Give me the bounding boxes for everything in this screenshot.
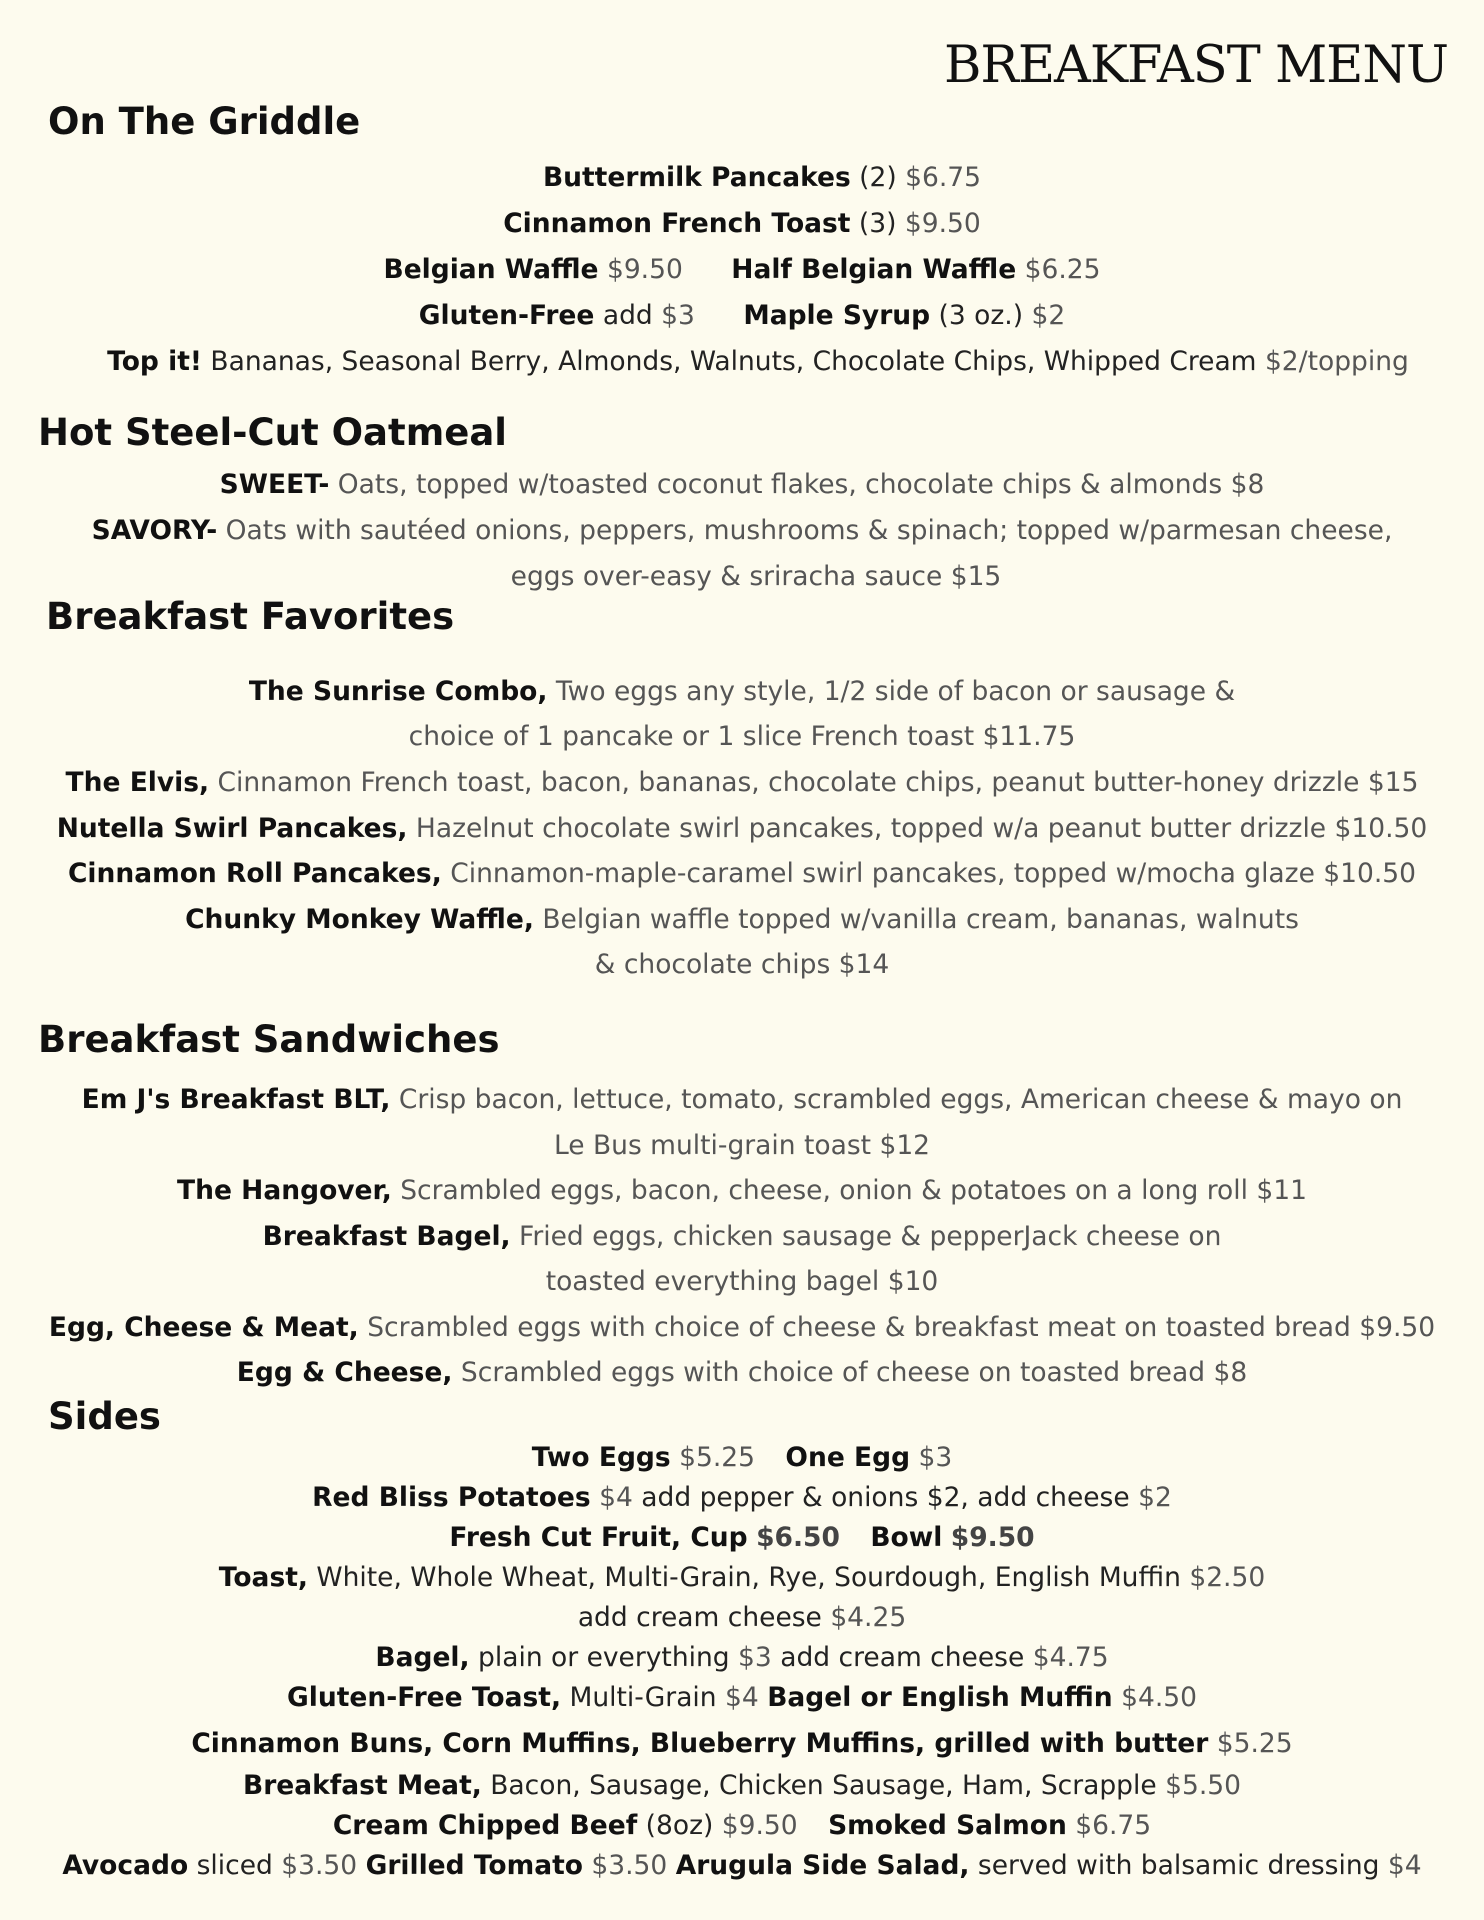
- item-name: Grilled Tomato: [365, 1850, 583, 1881]
- item-price: $4: [1387, 1850, 1422, 1881]
- item-price: $2: [1031, 300, 1066, 331]
- menu-line: [0, 1729, 1484, 1759]
- item-price: $9.50: [904, 208, 981, 239]
- item-desc: Oats with sautéed onions, peppers, mushrooms & spinach; topped w/parmesan cheese,: [225, 515, 1393, 546]
- item-name: The Hangover,: [177, 1175, 392, 1206]
- item-name: Red Bliss Potatoes: [312, 1482, 591, 1513]
- item-name: Two Eggs: [531, 1442, 671, 1473]
- item-price: $9.50: [606, 254, 683, 285]
- item-price: $6.75: [1075, 1810, 1152, 1841]
- menu-line: [0, 1603, 1484, 1633]
- item-name: Maple Syrup: [743, 300, 931, 331]
- menu-line: [0, 1483, 1484, 1513]
- menu-line: [0, 209, 1484, 239]
- item-name: Egg & Cheese,: [236, 1357, 453, 1388]
- item-name: The Elvis,: [65, 767, 210, 798]
- menu-line: [0, 722, 1484, 752]
- item-name: Bagel,: [375, 1642, 470, 1673]
- item-name: One Egg: [785, 1442, 911, 1473]
- item-price: $5.25: [1216, 1728, 1293, 1759]
- item-name: Half Belgian Waffle: [731, 254, 1017, 285]
- item-desc: Bananas, Seasonal Berry, Almonds, Walnuts, Chocolate Chips, Whipped Cream: [210, 346, 1257, 377]
- menu-line: [20, 163, 1484, 193]
- menu-line: [0, 1222, 1484, 1252]
- item-name: The Sunrise Combo,: [248, 676, 548, 707]
- menu-line: [0, 1643, 1484, 1673]
- item-price: $6.25: [1024, 254, 1101, 285]
- item-price: $3: [661, 300, 695, 331]
- item-name: Gluten-Free: [418, 300, 595, 331]
- menu-line: [0, 301, 1484, 331]
- item-desc: Scrambled eggs with choice of cheese & breakfast meat on toasted bread $9.50: [367, 1312, 1436, 1343]
- item-desc: choice of 1 pancake or 1 slice French toast $11.75: [408, 721, 1076, 752]
- item-desc: add cream cheese: [577, 1602, 822, 1633]
- menu-line: [0, 1811, 1484, 1841]
- menu-line: [0, 1313, 1484, 1343]
- item-price: $3: [918, 1442, 953, 1473]
- item-desc: Hazelnut chocolate swirl pancakes, topped w/a peanut butter drizzle $10.50: [415, 813, 1428, 844]
- item-price: $4: [725, 1682, 759, 1713]
- item-desc: add pepper & onions: [641, 1482, 919, 1513]
- item-price: $3.50: [281, 1850, 358, 1881]
- item-desc: Multi-Grain: [569, 1682, 717, 1713]
- menu-line: [0, 470, 1484, 500]
- item-desc: served with balsamic dressing: [977, 1850, 1380, 1881]
- menu-title: BREAKFAST MENU: [943, 36, 1448, 95]
- item-name: Cinnamon Buns, Corn Muffins, Blueberry Muffins, grilled with butter: [191, 1728, 1209, 1759]
- item-desc: White, Whole Wheat, Multi-Grain, Rye, Sourdough, English Muffin: [316, 1562, 1181, 1593]
- item-price: $6.75: [905, 162, 982, 193]
- item-name: Breakfast Meat,: [243, 1770, 482, 1801]
- menu-line: [0, 768, 1484, 798]
- menu-line: [0, 1771, 1484, 1801]
- item-price: $5.25: [679, 1442, 755, 1473]
- item-name: Nutella Swirl Pancakes,: [56, 813, 408, 844]
- item-name: Bagel or English Muffin: [767, 1682, 1113, 1713]
- item-desc: toasted everything bagel $10: [545, 1266, 939, 1297]
- item-name: SWEET-: [219, 469, 330, 500]
- menu-line: [0, 1443, 1484, 1473]
- item-price: $2: [1138, 1482, 1172, 1513]
- menu-line: [0, 814, 1484, 844]
- section-heading-sides: Sides: [48, 1395, 161, 1438]
- item-desc: Scrambled eggs with choice of cheese on toasted bread $8: [460, 1357, 1248, 1388]
- menu-line: [16, 347, 1484, 377]
- menu-line: [0, 1683, 1484, 1713]
- item-price: $4.75: [1032, 1642, 1109, 1673]
- item-desc: plain or everything: [478, 1642, 730, 1673]
- menu-line: [0, 1085, 1484, 1115]
- item-desc: Cinnamon French toast, bacon, bananas, chocolate chips, peanut butter-honey drizzle $15: [217, 767, 1419, 798]
- item-name: Cinnamon French Toast: [503, 208, 851, 239]
- item-desc: eggs over-easy & sriracha sauce $15: [510, 561, 1002, 592]
- section-heading-sandwiches: Breakfast Sandwiches: [38, 1018, 500, 1061]
- item-desc: & chocolate chips $14: [594, 949, 890, 980]
- item-price: $2/topping: [1264, 346, 1409, 377]
- section-heading-griddle: On The Griddle: [48, 100, 361, 143]
- section-heading-oatmeal: Hot Steel-Cut Oatmeal: [38, 411, 507, 454]
- item-qty: (8oz): [645, 1810, 714, 1841]
- item-desc: Cinnamon-maple-caramel swirl pancakes, topped w/mocha glaze $10.50: [450, 858, 1417, 889]
- item-price: $2.50: [1189, 1562, 1266, 1593]
- item-name: Toast,: [218, 1562, 308, 1593]
- item-qty: (3): [858, 208, 897, 239]
- item-name: Fresh Cut Fruit, Cup: [449, 1522, 748, 1553]
- item-qty: (3 oz.): [938, 300, 1024, 331]
- item-name: SAVORY-: [91, 515, 218, 546]
- menu-line: [0, 1131, 1484, 1161]
- item-name: Gluten-Free Toast,: [287, 1682, 562, 1713]
- menu-line: [0, 1267, 1484, 1297]
- item-qty: (2): [859, 162, 897, 193]
- menu-line: [0, 1563, 1484, 1593]
- item-desc: $2, add cheese: [926, 1482, 1130, 1513]
- section-heading-favorites: Breakfast Favorites: [46, 595, 455, 638]
- item-price: $4.50: [1121, 1682, 1197, 1713]
- menu-line: [0, 1358, 1484, 1388]
- item-name: Smoked Salmon: [828, 1810, 1067, 1841]
- menu-line: [0, 905, 1484, 935]
- item-price: $6.50: [756, 1522, 840, 1553]
- item-name: Chunky Monkey Waffle,: [185, 904, 534, 935]
- item-desc: Crisp bacon, lettuce, tomato, scrambled eggs, American cheese & mayo on: [398, 1084, 1403, 1115]
- item-desc: add: [602, 300, 653, 331]
- item-name: Buttermilk Pancakes: [542, 162, 851, 193]
- item-name: Breakfast Bagel,: [262, 1221, 511, 1252]
- menu-line: [0, 1176, 1484, 1206]
- item-name: Em J's Breakfast BLT,: [81, 1084, 391, 1115]
- menu-line: [0, 859, 1484, 889]
- item-desc: add cream cheese: [780, 1642, 1025, 1673]
- item-desc: Two eggs any style, 1/2 side of bacon or sausage &: [555, 676, 1236, 707]
- item-name: Cinnamon Roll Pancakes,: [67, 858, 442, 889]
- item-price: $4: [599, 1482, 633, 1513]
- menu-line: [0, 950, 1484, 980]
- item-desc: sliced: [196, 1850, 273, 1881]
- menu-line: [0, 255, 1484, 285]
- item-name: Belgian Waffle: [383, 254, 599, 285]
- item-desc: Bacon, Sausage, Chicken Sausage, Ham, Scrapple: [490, 1770, 1157, 1801]
- item-price: $9.50: [721, 1810, 798, 1841]
- item-price: $9.50: [950, 1522, 1035, 1553]
- item-name: Top it!: [107, 346, 202, 377]
- menu-line: [0, 677, 1484, 707]
- menu-line: [14, 562, 1484, 592]
- item-name: Cream Chipped Beef: [332, 1810, 638, 1841]
- item-desc: Le Bus multi-grain toast $12: [553, 1130, 931, 1161]
- item-desc: Belgian waffle topped w/vanilla cream, bananas, walnuts: [542, 904, 1299, 935]
- item-desc: Fried eggs, chicken sausage & pepperJack cheese on: [519, 1221, 1222, 1252]
- item-price: $4.25: [830, 1602, 907, 1633]
- item-name: Bowl: [870, 1522, 943, 1553]
- menu-line: [0, 516, 1484, 546]
- item-desc: Oats, topped w/toasted coconut flakes, chocolate chips & almonds $8: [337, 469, 1265, 500]
- item-price: $3: [738, 1642, 772, 1673]
- item-price: $3.50: [591, 1850, 668, 1881]
- item-name: Egg, Cheese & Meat,: [48, 1312, 359, 1343]
- item-price: $5.50: [1165, 1770, 1241, 1801]
- item-name: Arugula Side Salad,: [675, 1850, 970, 1881]
- menu-line: [0, 1523, 1484, 1553]
- item-desc: Scrambled eggs, bacon, cheese, onion & potatoes on a long roll $11: [400, 1175, 1307, 1206]
- item-name: Avocado: [62, 1850, 189, 1881]
- menu-line: [0, 1851, 1484, 1881]
